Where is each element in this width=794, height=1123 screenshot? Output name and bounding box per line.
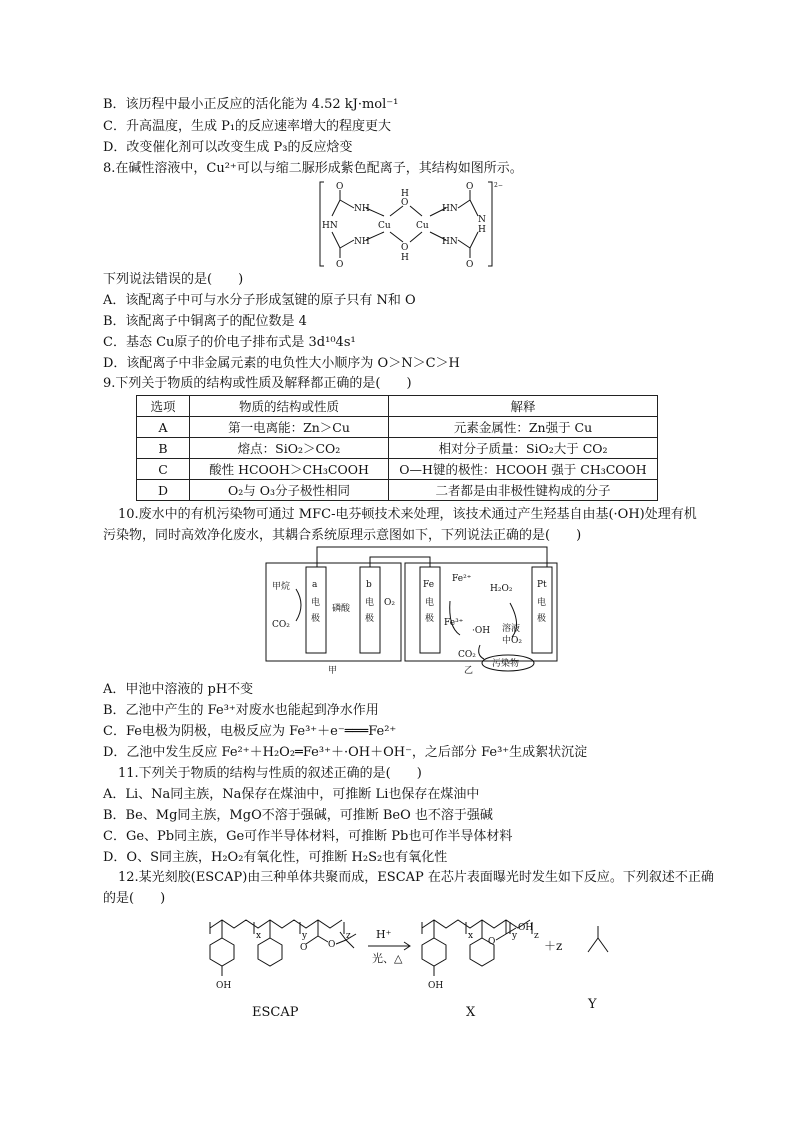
- table-row: [137, 459, 658, 480]
- q11-option-a: A．Li、Na同主族，Na保存在煤油中，可推断 Li也保存在煤油中: [103, 787, 480, 802]
- fig10-solution-1: 溶液: [502, 624, 521, 634]
- table-cell: A: [137, 417, 190, 438]
- q11-stem: 11.下列关于物质的结构与性质的叙述正确的是( ): [118, 766, 422, 781]
- fig8-o-4: O: [401, 243, 409, 253]
- table-cell: D: [137, 480, 190, 501]
- q8-structure-figure: [318, 178, 518, 270]
- table-cell: 元素金属性：Zn强于 Cu: [389, 417, 658, 438]
- fig12-oh-1: OH: [216, 981, 232, 991]
- fig10-co2-right: CO₂: [458, 650, 476, 660]
- fig10-fe: Fe: [423, 580, 435, 590]
- fig10-o2: O₂: [384, 598, 395, 608]
- fig12-o-3: O: [488, 937, 496, 947]
- fig12-plus-z: ＋z: [544, 939, 563, 953]
- fig10-a-electrode: 电: [311, 598, 321, 608]
- fig10-pt-pole: 极: [537, 614, 547, 624]
- fig8-nh-1: NH: [354, 204, 370, 214]
- table-cell: B: [137, 438, 190, 459]
- table-cell: 熔点：SiO₂＞CO₂: [190, 438, 389, 459]
- fig12-sub-x-2: x: [468, 931, 474, 941]
- fig10-solution-2: 中O₂: [502, 636, 522, 646]
- q8-option-b: B．该配离子中铜离子的配位数是 4: [103, 314, 307, 329]
- fig8-o-5: O: [466, 182, 474, 192]
- fig10-oh: ·OH: [472, 626, 491, 636]
- q11-option-d: D．O、S同主族，H₂O₂有氧化性，可推断 H₂S₂也有氧化性: [103, 850, 448, 865]
- table-header-row: [137, 396, 658, 417]
- fig10-b: b: [366, 580, 372, 590]
- q12-stem-1: 12.某光刻胶(ESCAP)由三种单体共聚而成，ESCAP 在芯片表面曝光时发生如下反应。下列叙述不正确: [118, 870, 714, 885]
- fig8-charge: 2−: [494, 182, 503, 189]
- q11-option-c: C．Ge、Pb同主族，Ge可作半导体材料，可推断 Pb也可作半导体材料: [103, 829, 513, 844]
- fig10-methane: 甲烷: [272, 582, 291, 592]
- fig8-h-1: H: [401, 189, 409, 199]
- table-cell: O—H键的极性：HCOOH 强于 CH₃COOH: [389, 459, 658, 480]
- fig10-pollutant: 污染物: [492, 659, 520, 669]
- q10-stem-2: 污染物，同时高效净化废水，其耦合系统原理示意图如下，下列说法正确的是( ): [103, 528, 582, 543]
- table-header: 选项: [137, 396, 190, 417]
- fig10-pt-electrode: 电: [537, 598, 547, 608]
- fig12-condition: 光、△: [372, 952, 403, 965]
- table-cell: 酸性 HCOOH＞CH₃COOH: [190, 459, 389, 480]
- fig10-label-yi: 乙: [464, 666, 474, 676]
- fig12-escap-label: ESCAP: [252, 1005, 299, 1020]
- fig8-cu-1: Cu: [378, 221, 391, 231]
- fig10-pt: Pt: [537, 580, 547, 590]
- q10-option-c: C．Fe电极为阴极，电极反应为 Fe³⁺＋e⁻═══Fe²⁺: [103, 724, 397, 739]
- fig10-b-pole: 极: [365, 614, 375, 624]
- fig8-n: N: [478, 215, 486, 225]
- fig12-hplus: H⁺: [376, 928, 392, 941]
- table-cell: 二者都是由非极性键构成的分子: [389, 480, 658, 501]
- fig12-sub-z-1: z: [346, 931, 351, 941]
- fig8-o-1: O: [336, 182, 344, 192]
- table-row: [137, 480, 658, 501]
- fig12-cooh: OH: [518, 923, 534, 933]
- q7-option-d: D．改变催化剂可以改变生成 P₃的反应焓变: [103, 140, 353, 155]
- fig10-a-pole: 极: [311, 614, 321, 624]
- fig8-o-2: O: [336, 260, 344, 270]
- fig12-sub-y-1: y: [302, 931, 308, 941]
- fig12-sub-x-1: x: [256, 931, 262, 941]
- fig10-fe2: Fe²⁺: [452, 574, 472, 584]
- table-row: [137, 438, 658, 459]
- table-header: 物质的结构或性质: [190, 396, 389, 417]
- table-cell: 相对分子质量：SiO₂大于 CO₂: [389, 438, 658, 459]
- q12-stem-2: 的是( ): [103, 891, 166, 906]
- fig10-fe-pole: 极: [425, 614, 435, 624]
- q12-reaction-figure: [200, 912, 620, 1022]
- q10-option-d: D．乙池中发生反应 Fe²⁺＋H₂O₂═Fe³⁺＋·OH＋OH⁻，之后部分 Fe³⁺生成絮状沉淀: [103, 745, 588, 760]
- fig8-hn-1: HN: [322, 221, 338, 231]
- fig8-nh-2: NH: [354, 237, 370, 247]
- fig10-h2o2: H₂O₂: [490, 584, 513, 594]
- table-row: [137, 417, 658, 438]
- table-cell: C: [137, 459, 190, 480]
- fig8-o-3: O: [401, 198, 409, 208]
- fig8-h-2: H: [401, 253, 409, 263]
- fig8-o-6: O: [466, 260, 474, 270]
- table-cell: O₂与 O₃分子极性相同: [190, 480, 389, 501]
- q10-stem-1: 10.废水中的有机污染物可通过 MFC-电芬顿技术来处理，该技术通过产生羟基自由基(·OH)处理有机: [118, 507, 697, 522]
- fig10-fe3: Fe³⁺: [444, 618, 464, 628]
- q10-electrochem-figure: [262, 545, 562, 677]
- table-header: 解释: [389, 396, 658, 417]
- fig10-acid: 磷酸: [332, 604, 351, 614]
- q10-option-b: B．乙池中产生的 Fe³⁺对废水也能起到净水作用: [103, 703, 379, 718]
- fig12-sub-y-2: y: [512, 931, 518, 941]
- q8-option-c: C．基态 Cu原子的价电子排布式是 3d¹⁰4s¹: [103, 335, 356, 350]
- q9-table: [136, 395, 658, 501]
- fig12-o-1: O: [300, 943, 308, 953]
- fig10-fe-electrode: 电: [425, 598, 435, 608]
- fig12-o-2: O: [328, 940, 336, 950]
- q7-option-c: C．升高温度，生成 P₁的反应速率增大的程度更大: [103, 119, 392, 134]
- fig8-cu-2: Cu: [416, 221, 429, 231]
- q10-option-a: A．甲池中溶液的 pH不变: [103, 682, 254, 697]
- fig10-a: a: [312, 580, 318, 590]
- table-cell: 第一电离能：Zn＞Cu: [190, 417, 389, 438]
- q8-option-d: D．该配离子中非金属元素的电负性大小顺序为 O＞N＞C＞H: [103, 356, 460, 371]
- fig8-hn-2: HN: [442, 204, 458, 214]
- fig10-co2-left: CO₂: [272, 620, 290, 630]
- fig12-sub-z-2: z: [534, 931, 539, 941]
- q7-option-b: B．该历程中最小正反应的活化能为 4.52 kJ·mol⁻¹: [103, 97, 399, 112]
- q8-stem: 8.在碱性溶液中，Cu²⁺可以与缩二脲形成紫色配离子，其结构如图所示。: [103, 161, 523, 176]
- q9-stem: 9.下列关于物质的结构或性质及解释都正确的是( ): [103, 376, 412, 391]
- fig12-x-label: X: [466, 1005, 476, 1020]
- q8-option-a: A．该配离子中可与水分子形成氢键的原子只有 N和 O: [103, 293, 416, 308]
- fig10-label-jia: 甲: [328, 666, 338, 676]
- q8-question: 下列说法错误的是( ): [103, 272, 244, 287]
- fig8-h-3: H: [478, 225, 486, 235]
- fig8-hn-3: HN: [442, 237, 458, 247]
- fig12-oh-2: OH: [428, 981, 444, 991]
- fig10-b-electrode: 电: [365, 598, 375, 608]
- fig12-y-label: Y: [588, 997, 597, 1012]
- q11-option-b: B．Be、Mg同主族，MgO不溶于强碱，可推断 BeO 也不溶于强碱: [103, 808, 493, 823]
